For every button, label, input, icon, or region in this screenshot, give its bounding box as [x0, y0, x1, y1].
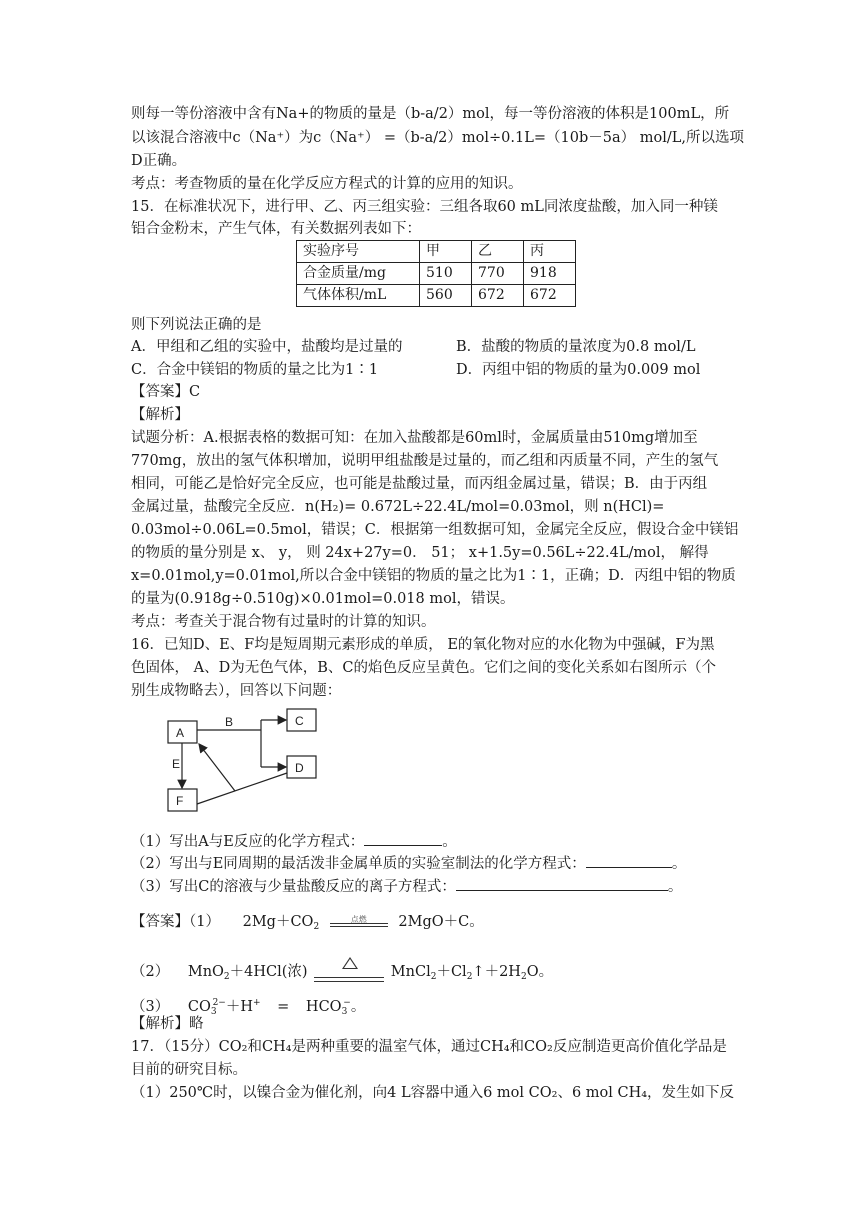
- analysis-heading-16: 【解析】略: [131, 1016, 204, 1032]
- options-row: [131, 360, 700, 380]
- reaction-diagram: [150, 700, 330, 820]
- text-line: 则每一等份溶液中含有Na+的物质的量是（b-a/2）mol，每一等份溶液的体积是100mL，所: [131, 106, 730, 122]
- table-header-row: [297, 241, 576, 263]
- table-cell: 乙: [472, 241, 524, 263]
- question-17-stem-cont: 目前的研究目标。: [131, 1062, 247, 1078]
- option-d: D．丙组中铝的物质的量为0.009 mol: [456, 362, 701, 378]
- answer-16-1: 【答案】（1） $2Mg+CO_2$ 点燃 2MgO＋C。: [131, 914, 484, 932]
- analysis-line: 的物质的量分别是 x、 y， 则 24x+27y=0． 51； x+1.5y=0.56L÷22.4L/mol， 解得: [131, 545, 709, 561]
- table-cell: 770: [472, 263, 524, 285]
- experiment-data-table: [296, 240, 576, 307]
- question-16-stem-cont: 别生成物略去），回答以下问题：: [131, 683, 342, 699]
- kaodian-line: 考点：考查物质的量在化学反应方程式的计算的应用的知识。: [131, 176, 523, 192]
- answer-15: 【答案】C: [131, 384, 201, 400]
- text-line: D正确。: [131, 153, 187, 169]
- analysis-line: 的量为(0.918g÷0.510g)×0.01mol=0.018 mol，错误。: [131, 591, 515, 607]
- table-cell: 560: [420, 285, 472, 307]
- table-row: [297, 263, 576, 285]
- option-b: B．盐酸的物质的量浓度为0.8 mol/L: [456, 339, 696, 355]
- analysis-line: 770mg，放出的氢气体积增加，说明甲组盐酸是过量的，而乙组和丙质量不同，产生的氢气: [131, 453, 719, 469]
- answer-16-3: （3） $CO_3^{2-}+H^+ = HCO_3^-$。: [131, 998, 366, 1017]
- answer-blank[interactable]: [586, 853, 672, 868]
- analysis-line: 金属过量，盐酸完全反应．n(H₂)= 0.672L÷22.4L/mol=0.03mol，则 n(HCl)=: [131, 499, 665, 515]
- question-15-prompt: 则下列说法正确的是: [131, 317, 262, 333]
- heating-arrow: [314, 955, 384, 989]
- question-17-stem: 17．（15分）CO₂和CH₄是两种重要的温室气体，通过CH₄和CO₂反应制造更高价值化学品是: [131, 1039, 727, 1055]
- table-cell: 合金质量/mg: [297, 263, 420, 285]
- sub-question-2: （2）写出与E同周期的最活泼非金属单质的实验室制法的化学方程式： 。: [131, 853, 686, 874]
- table-row: [297, 285, 576, 307]
- table-cell: 气体体积/mL: [297, 285, 420, 307]
- reaction-arrow: 点燃: [328, 912, 390, 932]
- analysis-line: 0.03mol÷0.06L=0.5mol，错误；C．根据第一组数据可知，金属完全反应，假设合金中镁铝: [131, 522, 739, 538]
- question-16-stem-cont: 色固体， A、D为无色气体，B、C的焰色反应呈黄色。它们之间的变化关系如右图所示（个: [131, 660, 716, 676]
- table-cell: 672: [524, 285, 576, 307]
- question-17-part-1: （1）250℃时，以镍合金为催化剂，向4 L容器中通入6 mol CO₂、6 mol CH₄，发生如下反: [131, 1085, 735, 1101]
- text-line: 以该混合溶液中c（Na⁺）为c（Na⁺） =（b-a/2）mol÷0.1L=（10b－5a） mol/L,所以选项: [131, 130, 744, 146]
- analysis-line: 试题分析：A.根据表格的数据可知：在加入盐酸都是60ml时，金属质量由510mg增加至: [131, 430, 698, 446]
- question-15-stem-cont: 铝合金粉末，产生气体，有关数据列表如下：: [131, 221, 421, 237]
- question-16-stem: 16．已知D、E、F均是短周期元素形成的单质， E的氧化物对应的水化物为中强碱，F为黑: [131, 637, 715, 653]
- analysis-line: x=0.01mol,y=0.01mol,所以合金中镁铝的物质的量之比为1∶1，正确；D．丙组中铝的物质: [131, 568, 736, 584]
- option-c: C．合金中镁铝的物质的量之比为1∶1: [131, 362, 379, 378]
- sub-question-3: （3）写出C的溶液与少量盐酸反应的离子方程式： 。: [131, 876, 682, 897]
- table-cell: 实验序号: [297, 241, 420, 263]
- table-cell: 丙: [524, 241, 576, 263]
- answer-16-2: （2） MnO$_2$＋4HCl(浓) $MnCl_2+Cl_2↑+2H_2O$。: [131, 955, 553, 989]
- table-cell: 918: [524, 263, 576, 285]
- edge-f-to-d: [197, 773, 287, 804]
- node-f-label: F: [176, 794, 184, 808]
- analysis-line: 相同，可能乙是恰好完全反应，也可能是盐酸过量，而丙组金属过量，错误；B．由于丙组: [131, 476, 708, 492]
- table-cell: 甲: [420, 241, 472, 263]
- node-d-label: D: [295, 761, 304, 775]
- edge-to-a: [199, 744, 235, 791]
- analysis-heading-15: 【解析】: [131, 407, 189, 423]
- sub-question-1: （1）写出A与E反应的化学方程式： 。: [131, 831, 457, 852]
- table-cell: 510: [420, 263, 472, 285]
- options-row: [131, 337, 695, 357]
- edge-label-b: B: [225, 715, 234, 729]
- option-a: A．甲组和乙组的实验中，盐酸均是过量的: [131, 339, 403, 355]
- kaodian-line: 考点：考查关于混合物有过量时的计算的知识。: [131, 614, 436, 630]
- question-15-stem: 15．在标准状况下，进行甲、乙、丙三组实验：三组各取60 mL同浓度盐酸，加入同一种镁: [131, 199, 718, 215]
- answer-blank[interactable]: [364, 831, 442, 846]
- edge-label-e: E: [172, 757, 181, 771]
- table-cell: 672: [472, 285, 524, 307]
- answer-blank[interactable]: [456, 876, 668, 891]
- node-c-label: C: [295, 714, 304, 728]
- node-a-label: A: [176, 726, 185, 740]
